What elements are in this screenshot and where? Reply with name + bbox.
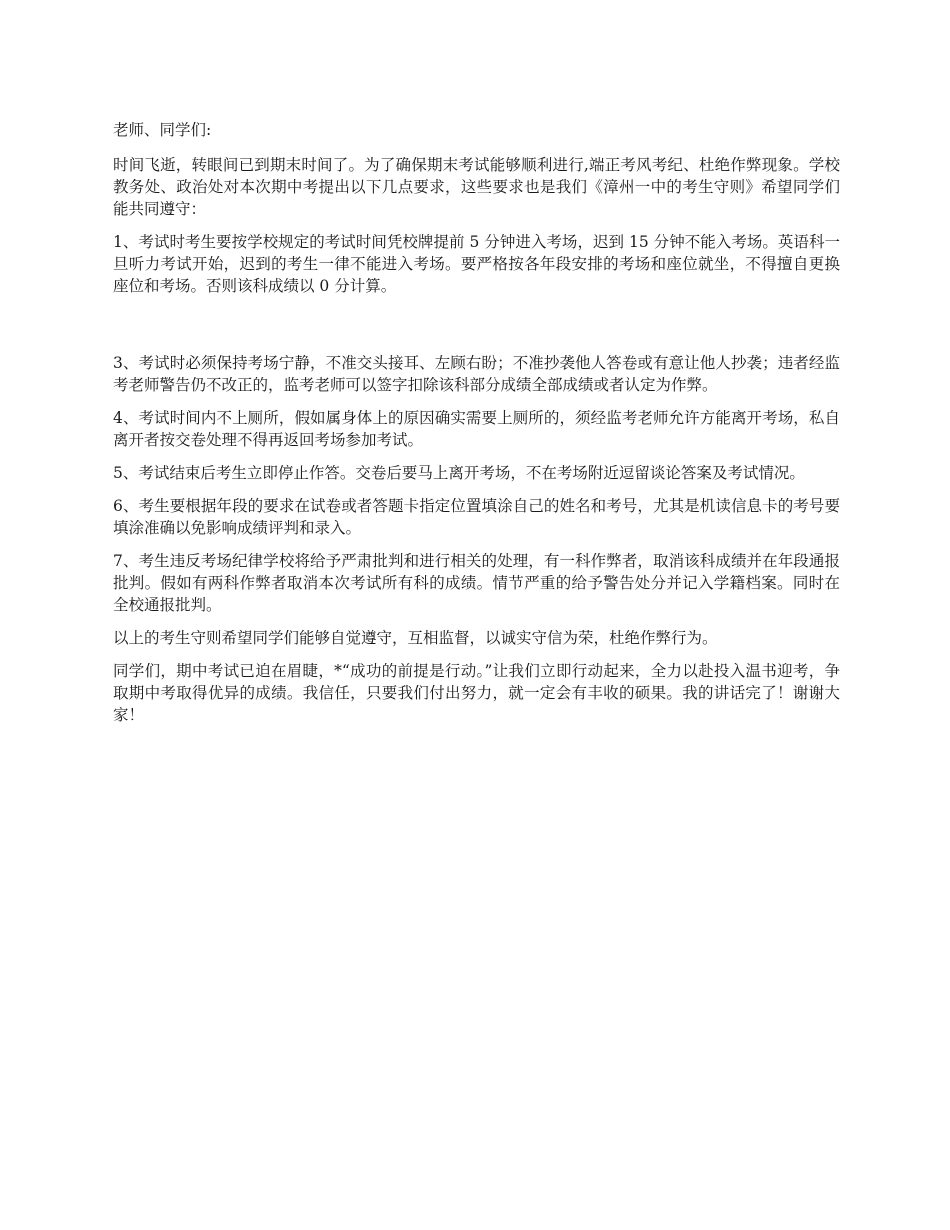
intro-paragraph: 时间飞逝，转眼间已到期末时间了。为了确保期末考试能够顺利进行,端正考风考纪、杜绝作弊现象。学校教务处、政治处对本次期中考提出以下几点要求，这些要求也是我们《漳州一中的考生守则》希望同学们能共同遵守：	[113, 156, 840, 218]
rule-3-paragraph: 3、考试时必须保持考场宁静，不准交头接耳、左顾右盼；不准抄袭他人答卷或有意让他人抄袭；违者经监考老师警告仍不改正的，监考老师可以签字扣除该科部分成绩全部成绩或者认定为作弊。	[113, 354, 840, 394]
rule-4-paragraph: 4、考试时间内不上厕所，假如属身体上的原因确实需要上厕所的，须经监考老师允许方能离开考场，私自离开者按交卷处理不得再返回考场参加考试。	[113, 409, 840, 449]
rule-7-paragraph: 7、考生违反考场纪律学校将给予严肃批判和进行相关的处理，有一科作弊者，取消该科成绩并在年段通报批判。假如有两科作弊者取消本次考试所有科的成绩。情节严重的给予警告处分并记入学籍档案。同时在全校通报批判。	[113, 552, 840, 614]
rule-5-paragraph: 5、考试结束后考生立即停止作答。交卷后要马上离开考场，不在考场附近逗留谈论答案及考试情况。	[113, 464, 805, 482]
rule-6-paragraph: 6、考生要根据年段的要求在试卷或者答题卡指定位置填涂自己的姓名和考号，尤其是机读信息卡的考号要填涂准确以免影响成绩评判和录入。	[113, 497, 840, 537]
document-body	[113, 119, 840, 737]
salutation: 老师、同学们:	[113, 121, 212, 139]
summary-paragraph: 以上的考生守则希望同学们能够自觉遵守，互相监督，以诚实守信为荣，杜绝作弊行为。	[113, 629, 718, 647]
blank-gap	[113, 308, 840, 352]
closing-paragraph: 同学们，期中考试已迫在眉睫，*“成功的前提是行动。”让我们立即行动起来，全力以赴投入温书迎考，争取期中考取得优异的成绩。我信任，只要我们付出努力，就一定会有丰收的硕果。我的讲话完了！谢谢大家！	[113, 662, 840, 724]
rule-1-paragraph: 1、考试时考生要按学校规定的考试时间凭校牌提前 5 分钟进入考场，迟到 15 分钟不能入考场。英语科一旦听力考试开始，迟到的考生一律不能进入考场。要严格按各年段安排的考场和座位就坐，不得擅自更换座位和考场。否则该科成绩以 0 分计算。	[113, 233, 840, 295]
